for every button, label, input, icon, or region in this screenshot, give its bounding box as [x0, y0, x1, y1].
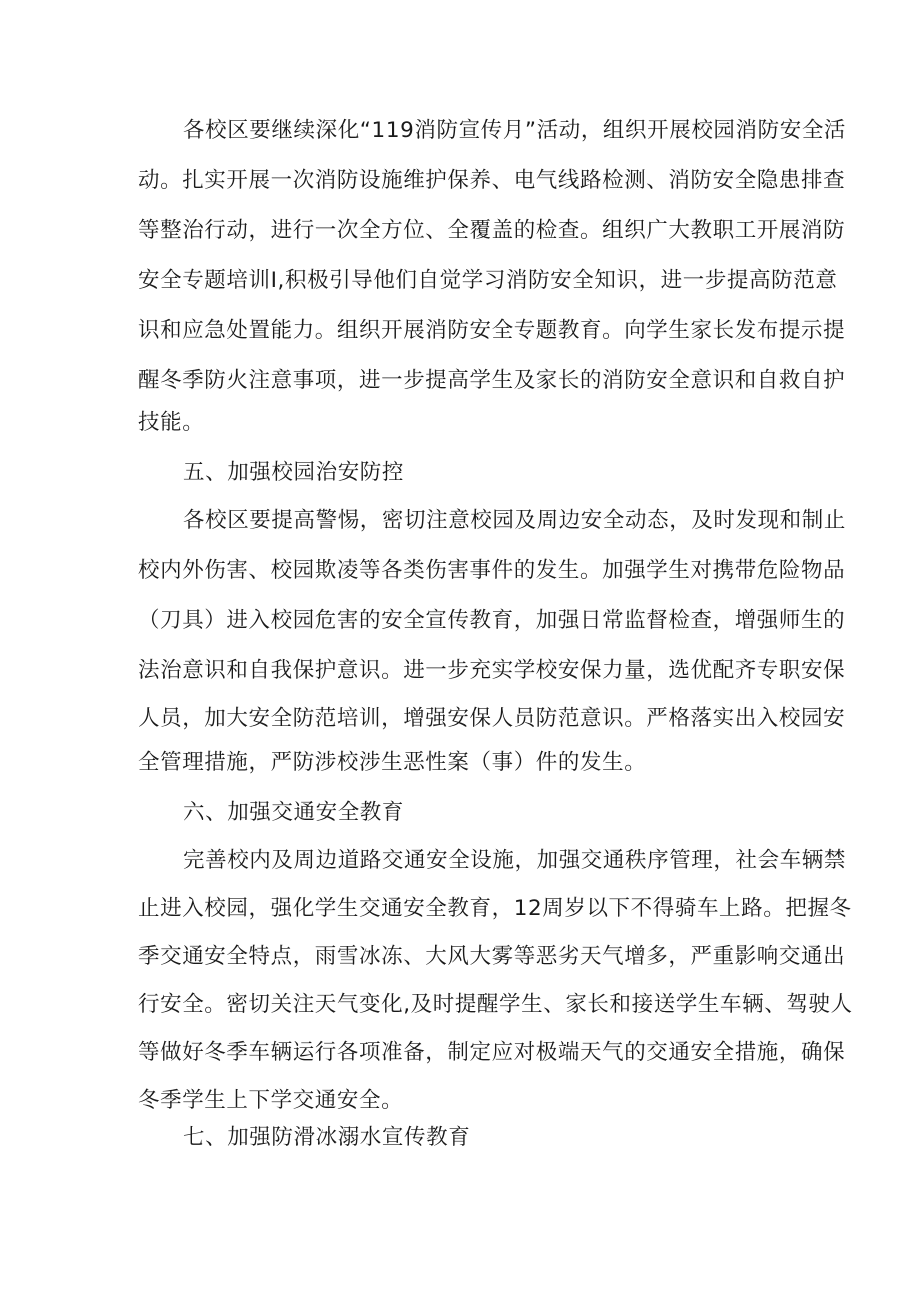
paragraph-fire-safety-line: 识和应急处置能力。组织开展消防安全专题教育。向学生家长发布提示提: [138, 318, 846, 343]
paragraph-fire-safety-line: 醒冬季防火注意事项，进一步提高学生及家长的消防安全意识和自救自护: [138, 368, 846, 393]
paragraph-traffic-safety-line: 等做好冬季车辆运行各项准备，制定应对极端天气的交通安全措施，确保: [138, 1040, 846, 1065]
paragraph-campus-security-line: 法治意识和自我保护意识。进一步充实学校安保力量，选优配齐专职安保: [138, 658, 846, 683]
section-heading-5: 五、加强校园治安防控: [183, 460, 405, 485]
section-heading-6: 六、加强交通安全教育: [183, 800, 405, 825]
paragraph-campus-security-line: 校内外伤害、校园欺凌等各类伤害事件的发生。加强学生对携带危险物品: [138, 558, 846, 583]
paragraph-campus-security-line: 人员，加大安全防范培训，增强安保人员防范意识。严格落实出入校园安: [138, 706, 846, 731]
paragraph-traffic-safety-line: 完善校内及周边道路交通安全设施，加强交通秩序管理，社会车辆禁: [183, 848, 847, 873]
paragraph-fire-safety-line: 各校区要继续深化“119消防宣传月”活动，组织开展校园消防安全活: [183, 118, 847, 143]
paragraph-fire-safety-line: 技能。: [138, 410, 205, 435]
paragraph-campus-security-line: （刀具）进入校园危害的安全宣传教育，加强日常监督检查，增强师生的: [138, 608, 846, 633]
paragraph-traffic-safety-line: 季交通安全特点，雨雪冰冻、大风大雾等恶劣天气增多，严重影响交通出: [138, 944, 846, 969]
paragraph-fire-safety-line: 安全专题培训I,积极引导他们自觉学习消防安全知识，进一步提高防范意: [138, 268, 838, 293]
paragraph-fire-safety-line: 动。扎实开展一次消防设施维护保养、电气线路检测、消防安全隐患排查: [138, 168, 846, 193]
paragraph-campus-security-line: 各校区要提高警惕，密切注意校园及周边安全动态，及时发现和制止: [183, 508, 847, 533]
paragraph-traffic-safety-line: 止进入校园，强化学生交通安全教育，12周岁以下不得骑车上路。把握冬: [138, 896, 852, 921]
paragraph-campus-security-line: 全管理措施，严防涉校涉生恶性案（事）件的发生。: [138, 750, 647, 775]
section-heading-7: 七、加强防滑冰溺水宣传教育: [183, 1125, 471, 1150]
paragraph-fire-safety-line: 等整治行动，进行一次全方位、全覆盖的检查。组织广大教职工开展消防: [138, 218, 846, 243]
paragraph-traffic-safety-line: 冬季学生上下学交通安全。: [138, 1088, 404, 1113]
paragraph-traffic-safety-line: 行安全。密切关注天气变化,及时提醒学生、家长和接送学生车辆、驾驶人: [138, 992, 853, 1017]
